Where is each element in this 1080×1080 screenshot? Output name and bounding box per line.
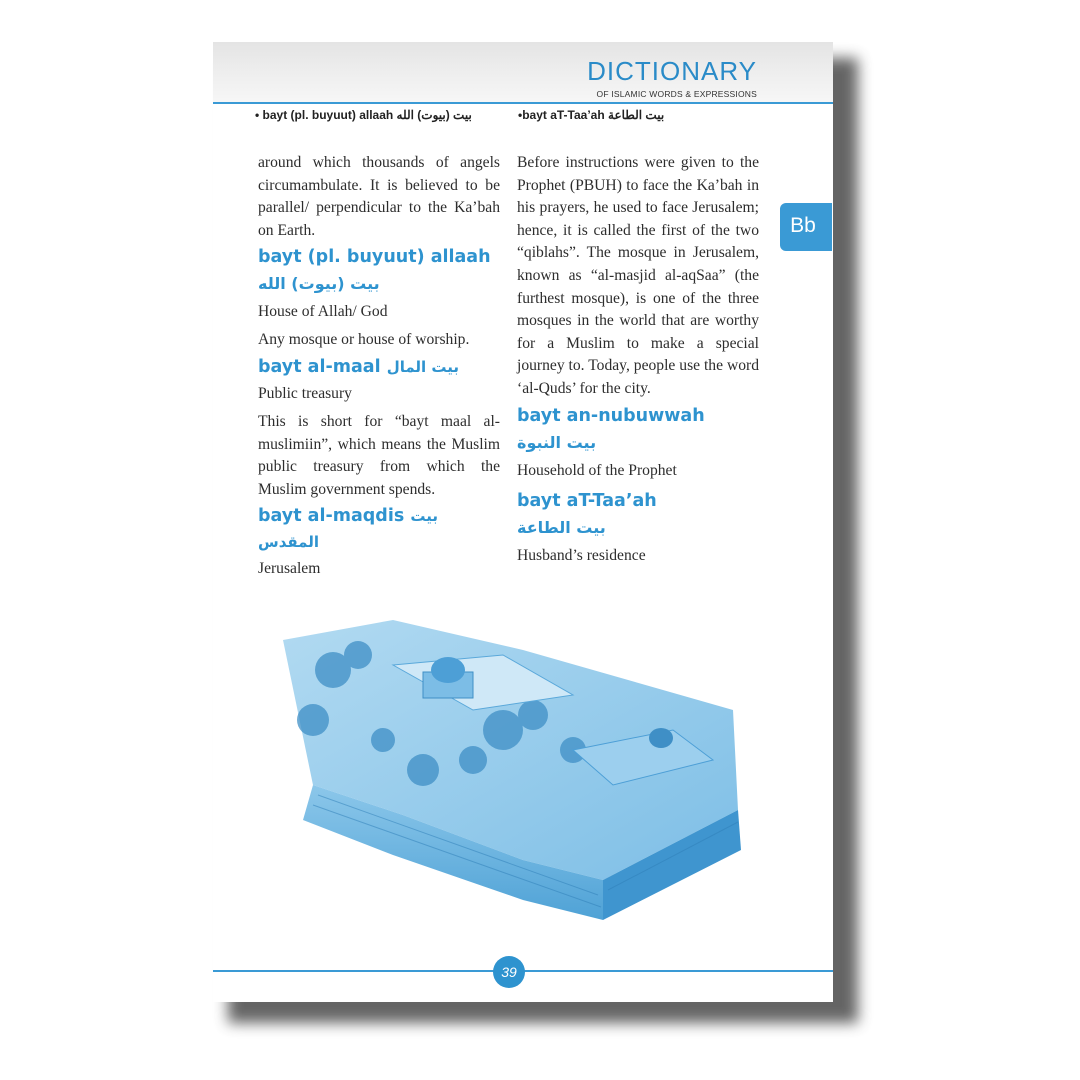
arabic-term: بيت المقدس xyxy=(258,507,438,552)
logo-subtitle: OF ISLAMIC WORDS & EXPRESSIONS xyxy=(596,89,757,99)
translation: Husband’s residence xyxy=(517,546,646,564)
dictionary-page xyxy=(213,42,833,1002)
page-header xyxy=(213,42,833,104)
headword: bayt (pl. buyuut) allaah xyxy=(258,247,491,268)
definition: Any mosque or house of worship. xyxy=(258,331,470,349)
entry-bayt-at-taaah xyxy=(517,488,759,567)
al-aqsa-compound-illustration xyxy=(273,610,743,930)
aqsa-dome xyxy=(649,728,673,748)
translation: Public treasury xyxy=(258,384,352,402)
letter-index-tab[interactable]: Bb xyxy=(780,203,832,251)
right-column xyxy=(517,152,759,573)
entry-bayt-allaah xyxy=(258,244,500,352)
definition: This is short for “bayt maal al-muslimiin”, which means the Muslim public treasury from which the Muslim government spends. xyxy=(258,412,500,498)
translation: Jerusalem xyxy=(258,560,321,578)
arabic-term: بيت الطاعة xyxy=(517,517,606,537)
entry-bayt-al-maqdis xyxy=(258,503,500,580)
arabic-term: بيت النبوة xyxy=(517,432,597,452)
page-number: 39 xyxy=(493,956,525,988)
left-column xyxy=(258,152,500,586)
arabic-term: بيت المال xyxy=(386,357,460,376)
translation: House of Allah/ God xyxy=(258,303,388,321)
guide-word-left: • bayt (pl. buyuut) allaah بيت (بيوت) الله xyxy=(255,108,472,122)
entry-bayt-an-nubuwwah xyxy=(517,403,759,482)
continued-definition: Before instructions were given to the Prophet (PBUH) to face the Ka’bah in his prayers, he used to face Jerusalem; hence, it is called the first of the two “qiblahs”. The mosque in Jerusalem, known as “al-masjid al-aqSaa” (the furthest mosque), is one of the three mosques in the world that are worthy for a Muslim to make a special journey to. Today, people use the word ‘al-Quds’ for the city. xyxy=(517,154,759,397)
headword: bayt aT-Taa’ah xyxy=(517,490,657,511)
dome-of-the-rock xyxy=(431,657,465,683)
entry-bayt-al-maal xyxy=(258,354,500,501)
headword-line xyxy=(258,503,500,555)
header-divider xyxy=(213,102,833,104)
headword: bayt al-maqdis xyxy=(258,506,405,527)
headword-line xyxy=(258,354,500,380)
headword: bayt an-nubuwwah xyxy=(517,405,705,426)
headword: bayt al-maal xyxy=(258,356,381,377)
translation: Household of the Prophet xyxy=(517,461,677,479)
arabic-term: بيت (بيوت) الله xyxy=(258,274,380,294)
guide-word-right: •bayt aT-Taa’ah بيت الطاعة xyxy=(518,108,665,122)
logo-title: DICTIONARY xyxy=(587,56,757,86)
continued-definition: around which thousands of angels circumambulate. It is believed to be parallel/ perpendicular to the Ka’bah on Earth. xyxy=(258,154,500,239)
